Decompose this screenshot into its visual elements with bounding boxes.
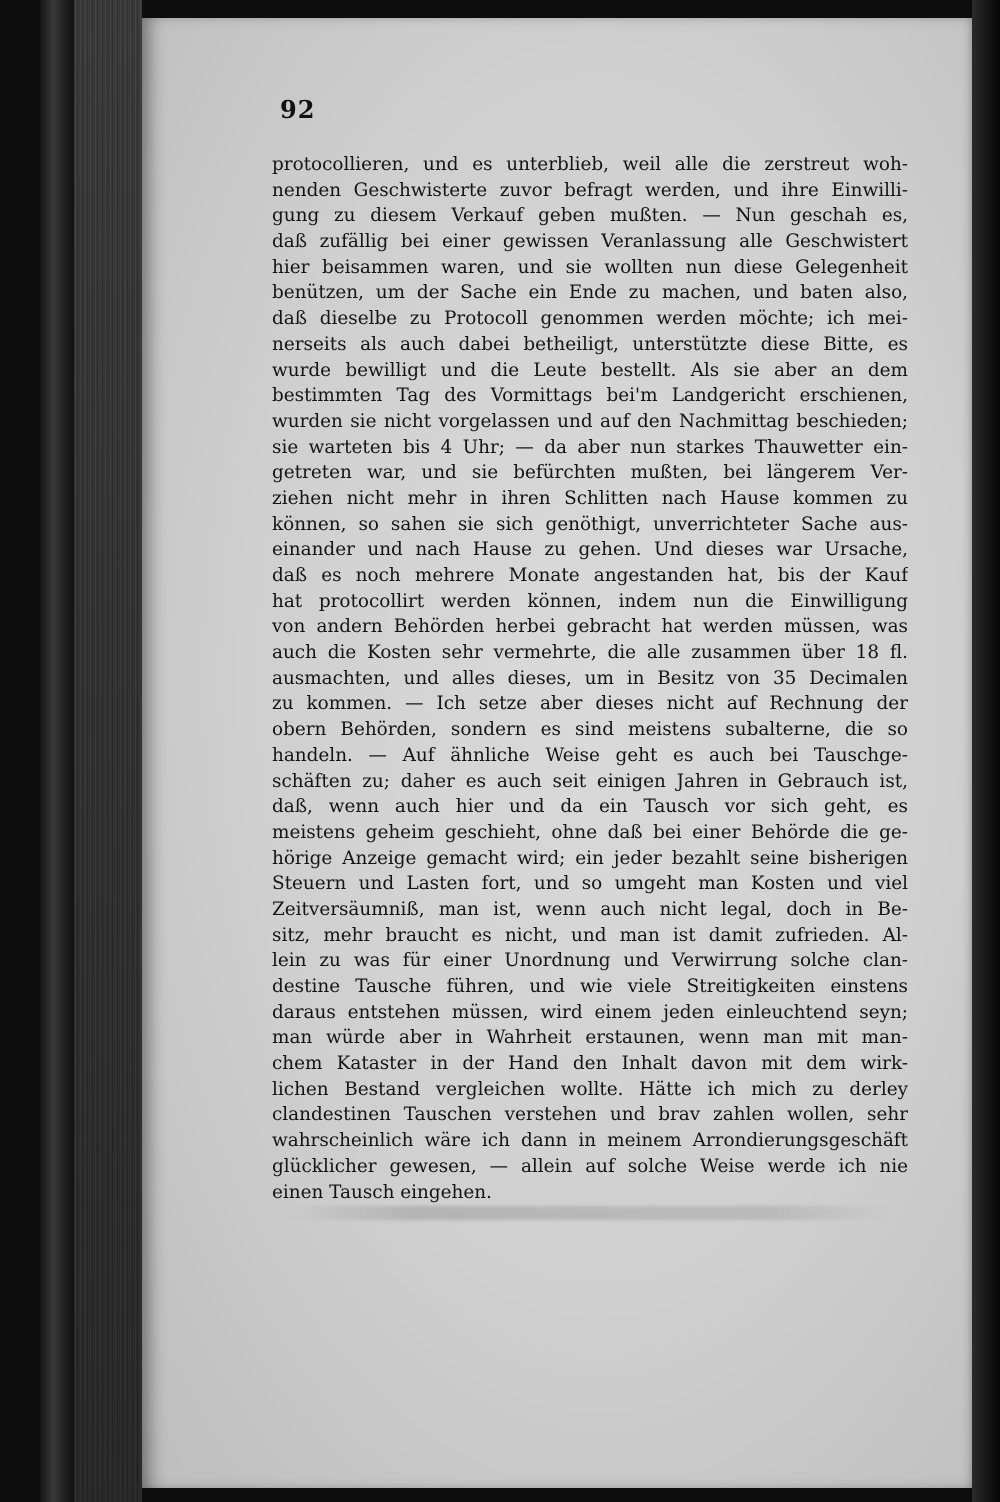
right-border bbox=[972, 0, 1000, 1502]
text-line: hat protocollirt werden können, indem nun die Einwilligung bbox=[272, 590, 908, 612]
text-line: glücklicher gewesen, — allein auf solche Weise werde ich nie bbox=[272, 1155, 908, 1177]
text-line: lein zu was für einer Unordnung und Verwirrung solche clan- bbox=[272, 950, 908, 972]
text-line: lichen Bestand vergleichen wollte. Hätte ich mich zu derley bbox=[272, 1078, 908, 1100]
text-line: getreten war, und sie befürchten mußten, bei längerem Ver- bbox=[272, 462, 908, 484]
text-line: wurde bewilligt und die Leute bestellt. Als sie aber an dem bbox=[272, 359, 908, 381]
text-line: Steuern und Lasten fort, und so umgeht man Kosten und viel bbox=[272, 873, 908, 895]
text-line: von andern Behörden herbei gebracht hat werden müssen, was bbox=[272, 616, 908, 638]
text-line: man würde aber in Wahrheit erstaunen, wenn man mit man- bbox=[272, 1027, 908, 1049]
text-line: ziehen nicht mehr in ihren Schlitten nach Hause kommen zu bbox=[272, 487, 908, 509]
book-spine-edge bbox=[40, 0, 74, 1502]
text-line: hier beisammen waren, und sie wollten nun diese Gelegenheit bbox=[272, 256, 908, 278]
text-line: können, so sahen sie sich genöthigt, unverrichteter Sache aus- bbox=[272, 513, 908, 535]
text-line: meistens geheim geschieht, ohne daß bei einer Behörde die ge- bbox=[272, 821, 908, 843]
page-number: 92 bbox=[280, 95, 316, 124]
text-line: daß zufällig bei einer gewissen Veranlassung alle Geschwistert bbox=[272, 231, 908, 253]
text-line: nenden Geschwisterte zuvor befragt werden, und ihre Einwilli- bbox=[272, 179, 908, 201]
text-line: destine Tausche führen, und wie viele Streitigkeiten einstens bbox=[272, 976, 908, 997]
text-line: einander und nach Hause zu gehen. Und dieses war Ursache, bbox=[272, 539, 908, 561]
text-line: einen Tausch eingehen. bbox=[272, 1181, 492, 1203]
text-line: daraus entstehen müssen, wird einem jeden einleuchtend seyn; bbox=[272, 1001, 908, 1023]
text-line: benützen, um der Sache ein Ende zu machen, und baten also, bbox=[272, 282, 908, 304]
text-line: wahrscheinlich wäre ich dann in meinem Arrondierungsgeschäft bbox=[272, 1130, 908, 1152]
text-line: chem Kataster in der Hand den Inhalt davon mit dem wirk- bbox=[272, 1053, 908, 1075]
text-line: bestimmten Tag des Vormittags bei'm Landgericht erschienen, bbox=[272, 385, 908, 407]
text-line: nerseits als auch dabei betheiligt, unterstützte diese Bitte, es bbox=[272, 333, 908, 355]
text-line: daß, wenn auch hier und da ein Tausch vor sich geht, es bbox=[272, 796, 908, 818]
text-line: sitz, mehr braucht es nicht, und man ist damit zufrieden. Al- bbox=[272, 924, 908, 946]
text-line: gung zu diesem Verkauf geben mußten. — Nun geschah es, bbox=[272, 205, 908, 227]
body-text bbox=[272, 152, 908, 1205]
page-stack-edge bbox=[74, 0, 142, 1502]
text-line: Zeitversäumniß, man ist, wenn auch nicht legal, doch in Be- bbox=[272, 898, 908, 920]
text-line: hörige Anzeige gemacht wird; ein jeder bezahlt seine bisherigen bbox=[272, 847, 908, 869]
text-line: sie warteten bis 4 Uhr; — da aber nun starkes Thauwetter ein- bbox=[272, 436, 908, 458]
text-line: obern Behörden, sondern es sind meistens subalterne, die so bbox=[272, 719, 908, 741]
show-through-text bbox=[290, 1206, 890, 1220]
text-line: clandestinen Tauschen verstehen und brav zahlen wollen, sehr bbox=[272, 1104, 908, 1126]
text-line: ausmachten, und alles dieses, um in Besitz von 35 Decimalen bbox=[272, 667, 908, 689]
text-line: daß dieselbe zu Protocoll genommen werden möchte; ich mei- bbox=[272, 308, 908, 330]
text-line: handeln. — Auf ähnliche Weise geht es auch bei Tauschge- bbox=[272, 744, 908, 766]
text-line: protocollieren, und es unterblieb, weil alle die zerstreut woh- bbox=[272, 154, 908, 175]
text-line: schäften zu; daher es auch seit einigen Jahren in Gebrauch ist, bbox=[272, 770, 908, 792]
text-line: zu kommen. — Ich setze aber dieses nicht auf Rechnung der bbox=[272, 693, 908, 715]
text-line: daß es noch mehrere Monate angestanden hat, bis der Kauf bbox=[272, 565, 908, 586]
text-line: auch die Kosten sehr vermehrte, die alle zusammen über 18 fl. bbox=[272, 642, 908, 664]
text-line: wurden sie nicht vorgelassen und auf den Nachmittag beschieden; bbox=[272, 410, 908, 432]
